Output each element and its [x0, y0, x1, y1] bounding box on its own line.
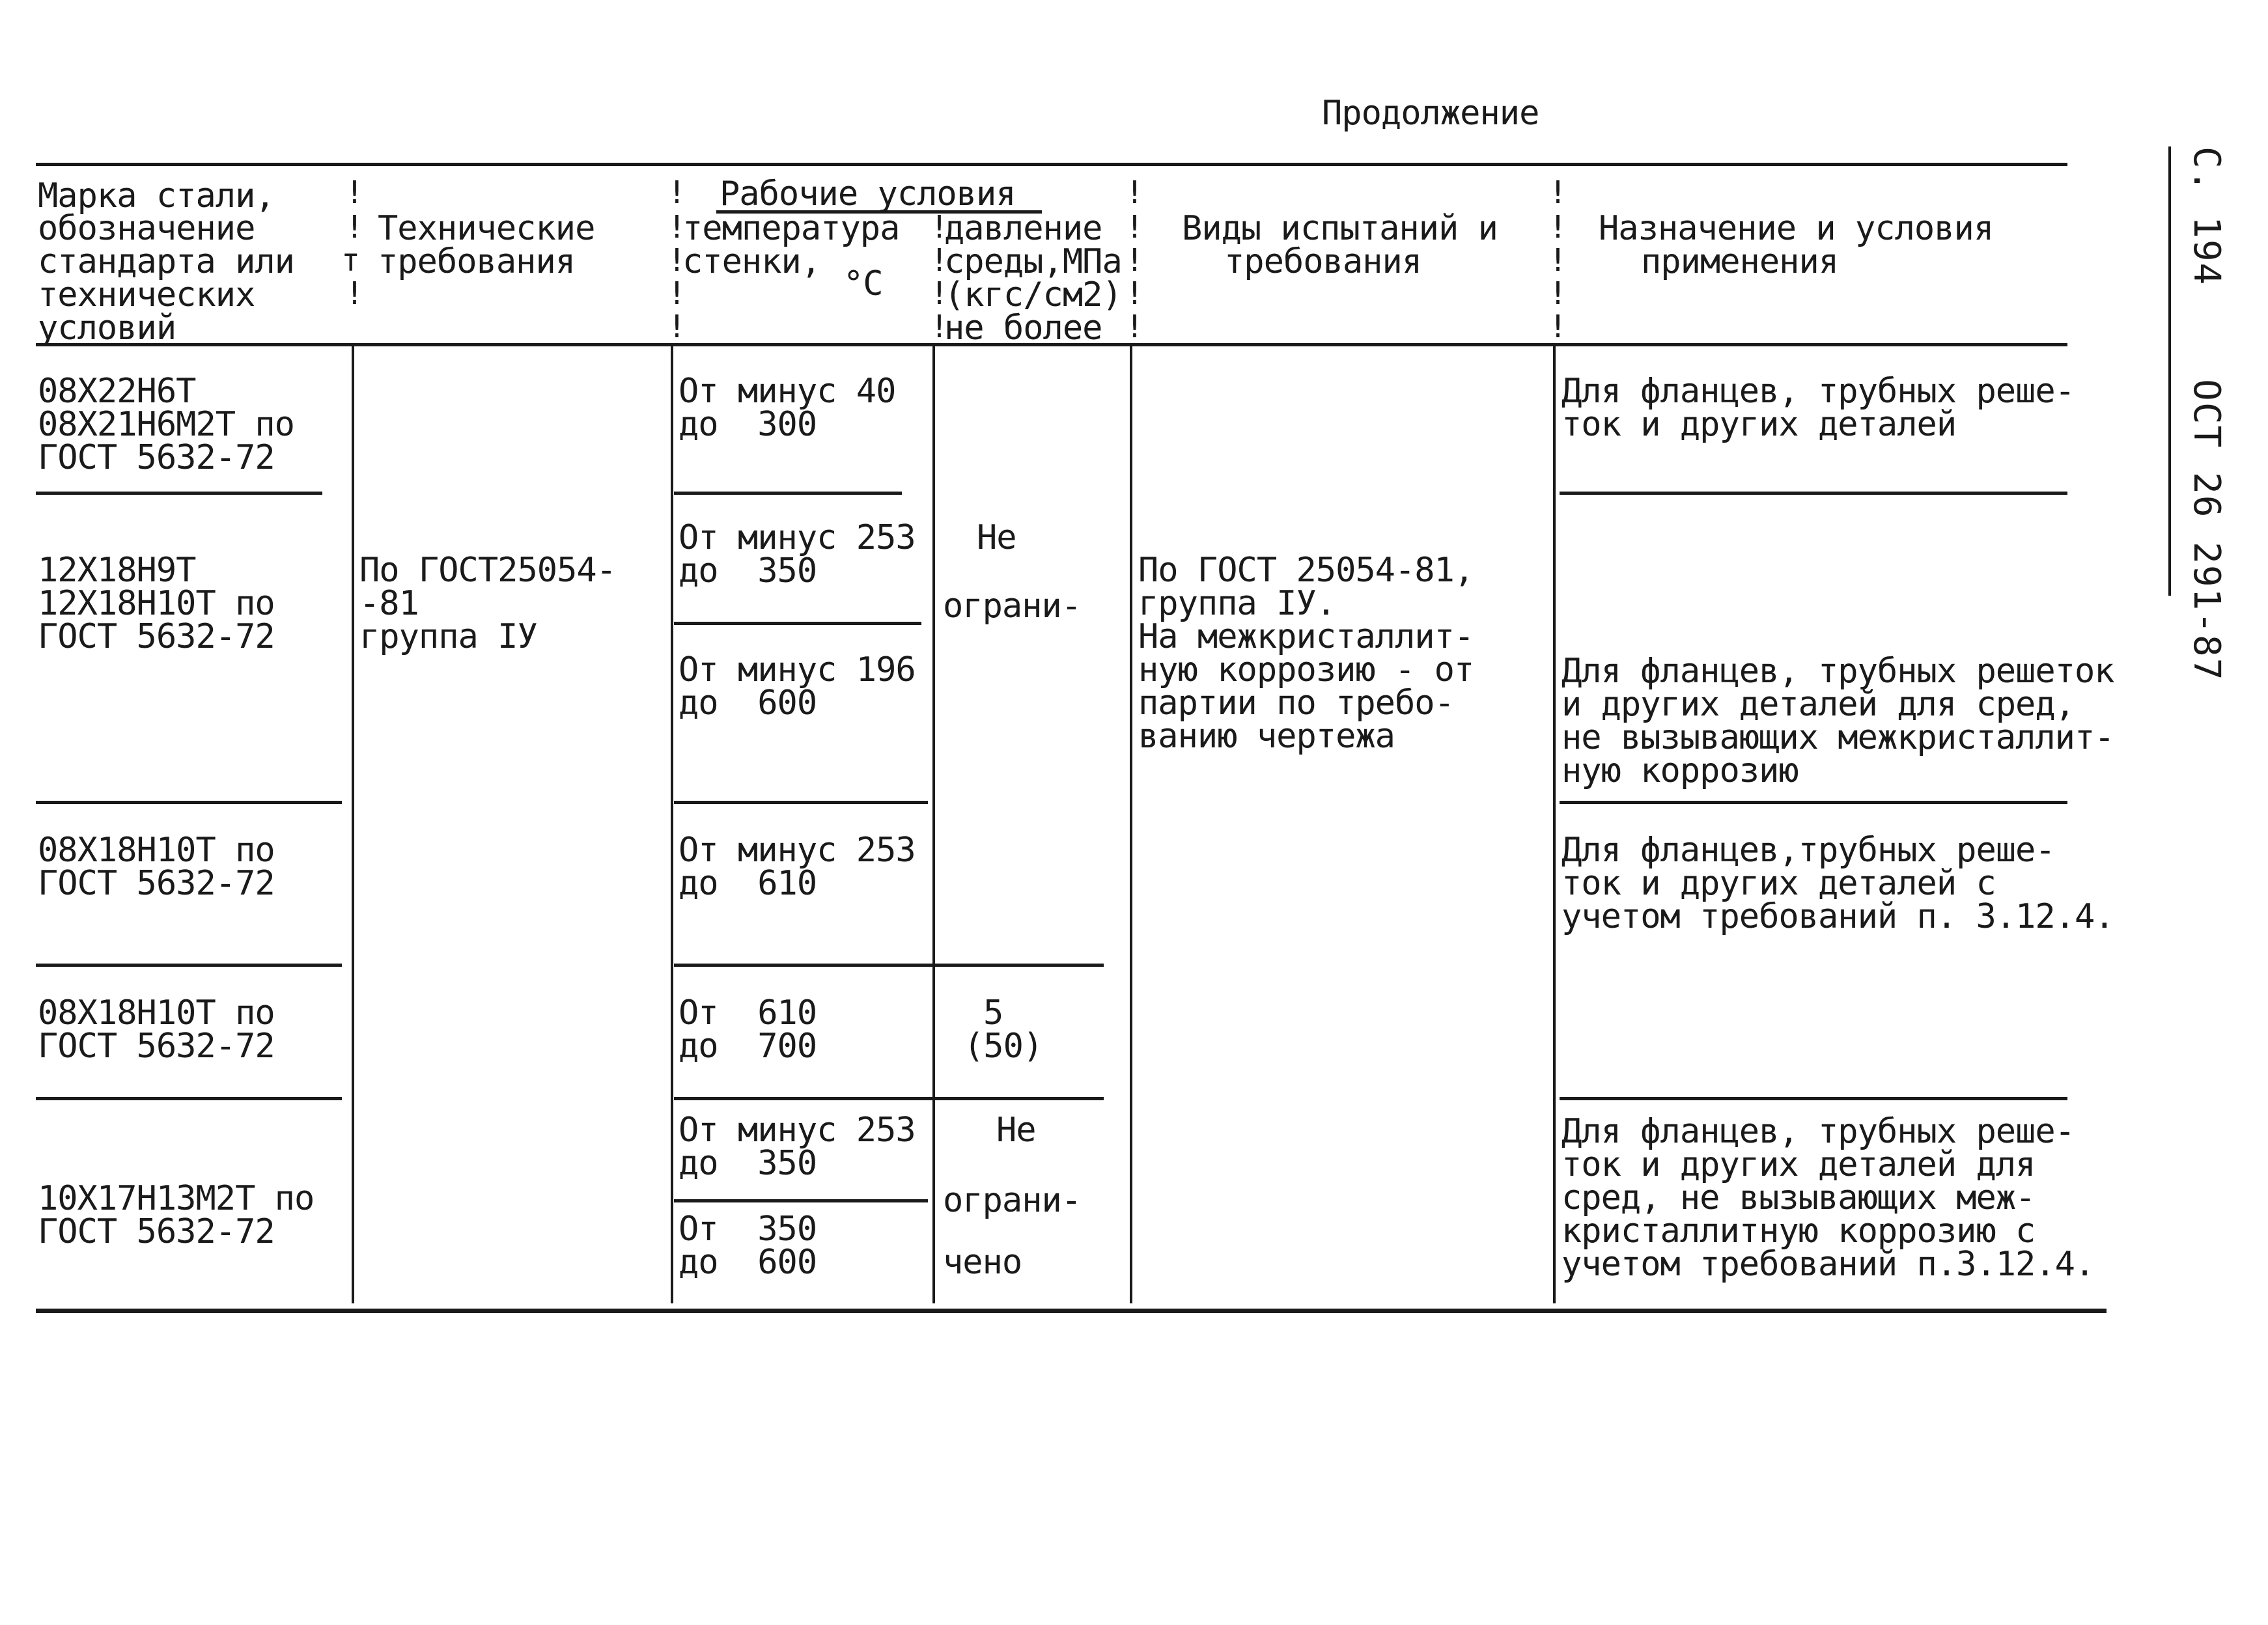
purpose-text: не вызывающих межкристаллит- — [1561, 718, 2114, 757]
column-separator-mark: ! — [345, 275, 364, 312]
header-text: °С — [843, 264, 883, 303]
test-requirements: партии по требо- — [1138, 684, 1454, 723]
column-separator-mark: ! — [930, 275, 949, 312]
header-text: Марка стали, — [38, 176, 275, 215]
header-text: обозначение — [38, 209, 255, 248]
steel-grade: ГОСТ 5632-72 — [38, 1212, 275, 1251]
test-requirements: ванию чертежа — [1138, 717, 1395, 756]
temperature-range: до 700 — [679, 1027, 817, 1066]
header-text: технических — [38, 275, 255, 314]
temperature-range: до 300 — [679, 405, 817, 444]
table-bottom-rule — [36, 1309, 2107, 1313]
temperature-range: до 600 — [679, 1243, 817, 1282]
purpose-text: ток и других деталей с — [1561, 864, 1996, 903]
column-separator-mark: ! — [1548, 275, 1567, 312]
header-text: давление — [944, 209, 1102, 248]
row-rule — [36, 964, 342, 967]
column-separator-mark: ! — [1125, 275, 1144, 312]
column-separator-mark: ! — [930, 209, 949, 245]
tech-requirements: группа IУ — [359, 617, 537, 656]
steel-grade: 12Х18Н9Т — [38, 551, 196, 590]
column-separator-mark: ! — [667, 209, 686, 245]
row-rule — [36, 1097, 342, 1100]
pressure-value: ограни- — [943, 1181, 1082, 1220]
steel-grade: 08Х18Н10Т по — [38, 993, 275, 1033]
temperature-range: От минус 253 — [679, 518, 916, 557]
temperature-range: до 600 — [679, 684, 817, 723]
header-text: не более — [944, 309, 1102, 348]
steel-grade: ГОСТ 5632-72 — [38, 438, 275, 477]
column-separator-mark: т — [341, 242, 360, 279]
test-requirements: По ГОСТ 25054-81, — [1138, 551, 1474, 590]
page-marker: С. 194 ОСТ 26 291-87 — [2185, 146, 2228, 682]
column-separator-mark: ! — [1125, 242, 1144, 279]
purpose-text: и других деталей для сред, — [1561, 685, 2075, 724]
column-separator-mark: ! — [930, 309, 949, 345]
side-marker-rule — [2168, 146, 2171, 596]
header-text: стенки, — [682, 242, 821, 281]
column-separator-mark: ! — [1125, 174, 1144, 211]
column-separator-mark: ! — [930, 242, 949, 279]
test-requirements: На межкристаллит- — [1138, 617, 1474, 656]
column-divider — [1553, 346, 1556, 1303]
row-rule — [674, 1199, 928, 1202]
header-text: применения — [1641, 242, 1839, 281]
row-rule — [674, 801, 928, 804]
purpose-text: ток и других деталей — [1561, 405, 1957, 444]
temperature-range: до 350 — [679, 551, 817, 590]
steel-grade: ГОСТ 5632-72 — [38, 1027, 275, 1066]
row-rule — [36, 492, 322, 495]
steel-grade: 10Х17Н13М2Т по — [38, 1179, 315, 1218]
row-rule — [36, 801, 342, 804]
pressure-value: ограни- — [943, 587, 1082, 626]
pressure-value: (50) — [964, 1027, 1043, 1066]
column-separator-mark: ! — [1125, 209, 1144, 245]
pressure-value: Не — [996, 1111, 1036, 1150]
header-text: среды,МПа — [944, 242, 1122, 281]
temperature-range: От минус 253 — [679, 1111, 916, 1150]
pressure-value: чено — [943, 1243, 1022, 1282]
temperature-range: От минус 40 — [679, 372, 896, 411]
column-divider — [932, 346, 935, 1303]
column-separator-mark: ! — [667, 275, 686, 312]
row-rule — [1560, 801, 2067, 804]
column-divider — [1130, 346, 1132, 1303]
steel-grade: 08Х22Н6Т — [38, 372, 196, 411]
row-rule — [674, 622, 921, 625]
steel-grade: 08Х18Н10Т по — [38, 831, 275, 870]
temperature-range: до 350 — [679, 1144, 817, 1183]
pressure-value: 5 — [983, 993, 1003, 1033]
pressure-value: Не — [977, 518, 1016, 557]
header-text: Рабочие условия — [720, 174, 1016, 214]
steel-grade: 12Х18Н10Т по — [38, 584, 275, 623]
tech-requirements: По ГОСТ25054- — [359, 551, 616, 590]
temperature-range: От минус 253 — [679, 831, 916, 870]
column-separator-mark: ! — [1548, 309, 1567, 345]
temperature-range: От минус 196 — [679, 650, 916, 689]
temperature-range: до 610 — [679, 864, 817, 903]
row-rule — [1560, 1097, 2067, 1100]
column-separator-mark: ! — [1548, 242, 1567, 279]
column-separator-mark: ! — [667, 174, 686, 211]
header-bottom-rule — [36, 343, 2067, 346]
row-rule — [674, 964, 1104, 967]
purpose-text: Для фланцев, трубных реше- — [1561, 372, 2075, 411]
header-text: стандарта или — [38, 242, 294, 281]
purpose-text: ную коррозию — [1561, 751, 1799, 790]
continuation-label: Продолжение — [1322, 94, 1539, 133]
column-separator-mark: ! — [1548, 174, 1567, 211]
header-text: условий — [38, 309, 176, 348]
tech-requirements: -81 — [359, 584, 419, 623]
header-text: требования — [378, 242, 576, 281]
header-text: Назначение и условия — [1599, 209, 1994, 248]
header-text: Технические — [378, 209, 595, 248]
column-separator-mark: ! — [345, 209, 364, 245]
steel-grade: ГОСТ 5632-72 — [38, 864, 275, 903]
purpose-text: Для фланцев,трубных реше- — [1561, 831, 2055, 870]
column-divider — [671, 346, 673, 1303]
temperature-range: От 610 — [679, 993, 817, 1033]
purpose-text: Для фланцев, трубных решеток — [1561, 652, 2114, 691]
column-separator-mark: ! — [667, 242, 686, 279]
purpose-text: кристаллитную коррозию с — [1561, 1212, 2036, 1251]
header-text: температура — [682, 209, 900, 248]
table-top-rule — [36, 163, 2067, 166]
row-rule — [674, 1097, 1104, 1100]
header-text: требования — [1224, 242, 1422, 281]
column-separator-mark: ! — [1125, 309, 1144, 345]
steel-grade: ГОСТ 5632-72 — [38, 617, 275, 656]
column-separator-mark: ! — [667, 309, 686, 345]
test-requirements: группа IУ. — [1138, 584, 1336, 623]
temperature-range: От 350 — [679, 1210, 817, 1249]
column-divider — [352, 346, 354, 1303]
purpose-text: учетом требований п.3.12.4. — [1561, 1245, 2095, 1284]
header-text: (кгс/см2) — [944, 275, 1122, 314]
row-rule — [1560, 492, 2067, 495]
purpose-text: сред, не вызывающих меж- — [1561, 1178, 2036, 1217]
column-separator-mark: ! — [345, 174, 364, 211]
purpose-text: ток и других деталей для — [1561, 1145, 2036, 1184]
purpose-text: учетом требований п. 3.12.4. — [1561, 897, 2114, 936]
steel-grade: 08Х21Н6М2Т по — [38, 405, 294, 444]
header-text: Виды испытаний и — [1182, 209, 1498, 248]
test-requirements: ную коррозию - от — [1138, 650, 1474, 689]
column-separator-mark: ! — [1548, 209, 1567, 245]
row-rule — [674, 492, 902, 495]
purpose-text: Для фланцев, трубных реше- — [1561, 1112, 2075, 1151]
